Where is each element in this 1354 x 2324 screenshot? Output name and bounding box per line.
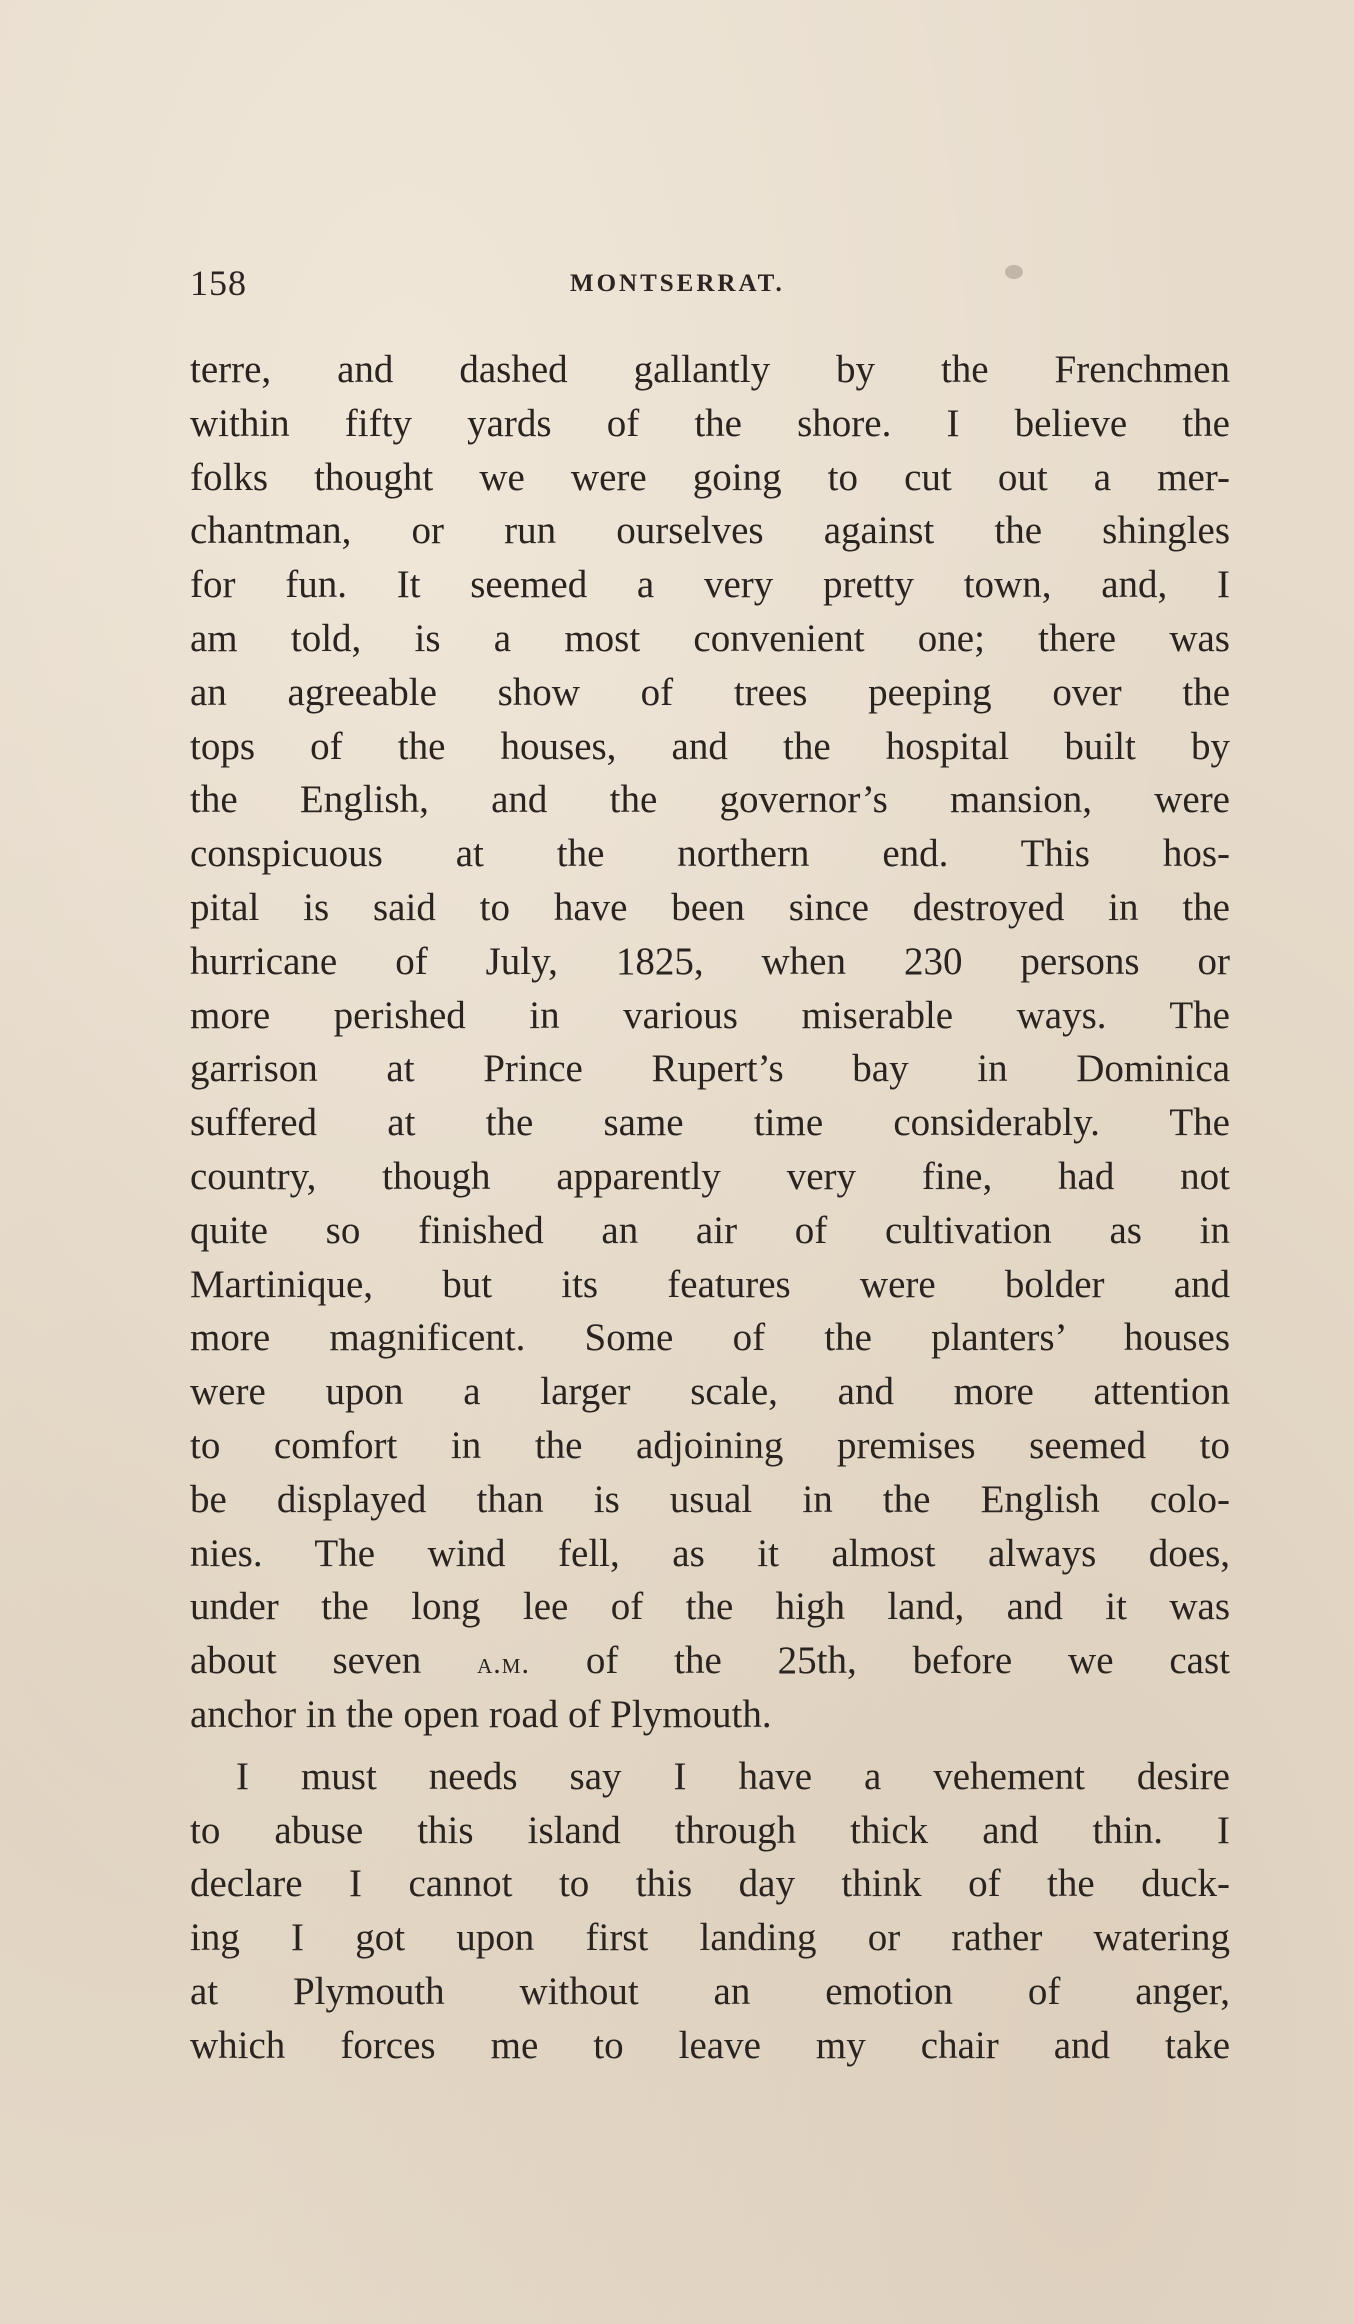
text-line: an agreeable show of trees peeping over the [190, 670, 1230, 714]
text-line: tops of the houses, and the hospital built by [190, 724, 1230, 768]
text-line: be displayed than is usual in the English colo- [190, 1477, 1230, 1521]
text-line: terre, and dashed gallantly by the Frenchmen [190, 348, 1230, 391]
text-line: quite so finished an air of cultivation as in [190, 1208, 1230, 1252]
text-line: within fifty yards of the shore. I believe the [190, 401, 1230, 445]
text-line: folks thought we were going to cut out a mer- [190, 455, 1230, 499]
text-line: for fun. It seemed a very pretty town, and, I [190, 563, 1230, 607]
small-caps-am: a.m. [477, 1647, 530, 1681]
text-line: at Plymouth without an emotion of anger, [190, 1969, 1230, 2013]
paragraph-1 [190, 343, 1230, 1742]
text-line: more magnificent. Some of the planters’ houses [190, 1316, 1230, 1360]
text-line: Martinique, but its features were bolder and [190, 1262, 1230, 1306]
text-line: declare I cannot to this day think of the duck- [190, 1862, 1230, 1906]
text-line: to comfort in the adjoining premises seemed to [190, 1423, 1230, 1467]
text-line: country, though apparently very fine, had not [190, 1154, 1230, 1198]
text-line: pital is said to have been since destroyed in the [190, 885, 1230, 929]
text-line: which forces me to leave my chair and take [190, 2023, 1230, 2067]
running-title: MONTSERRAT. [570, 270, 785, 297]
running-head [190, 262, 1230, 312]
text-line: am told, is a most convenient one; there was [190, 616, 1230, 660]
text-line: I must needs say I have a vehement desire [236, 1754, 1230, 1798]
text-line: were upon a larger scale, and more attention [190, 1370, 1230, 1414]
ink-smudge [1005, 265, 1023, 279]
text-line: nies. The wind fell, as it almost always does, [190, 1531, 1230, 1575]
text-line: anchor in the open road of Plymouth. [190, 1692, 772, 1736]
text-line-am [190, 1634, 1230, 1688]
paragraph-2 [190, 1750, 1230, 2073]
text-line: garrison at Prince Rupert’s bay in Dominica [190, 1047, 1230, 1091]
text-line: suffered at the same time considerably. The [190, 1101, 1230, 1145]
text-line: under the long lee of the high land, and it was [190, 1585, 1230, 1629]
text-line: to abuse this island through thick and thin. I [190, 1808, 1230, 1852]
text-line: chantman, or run ourselves against the shingles [190, 509, 1230, 553]
text-line: more perished in various miserable ways. The [190, 993, 1230, 1037]
text-fragment: of the 25th, before we cast [529, 1639, 1230, 1683]
text-fragment: about seven [190, 1639, 478, 1683]
page-number: 158 [190, 263, 247, 303]
body-text [190, 343, 1230, 2073]
text-line: hurricane of July, 1825, when 230 persons or [190, 939, 1230, 983]
text-line: the English, and the governor’s mansion, were [190, 778, 1230, 822]
text-line: ing I got upon first landing or rather watering [190, 1916, 1230, 1960]
text-line: conspicuous at the northern end. This hos- [190, 832, 1230, 876]
